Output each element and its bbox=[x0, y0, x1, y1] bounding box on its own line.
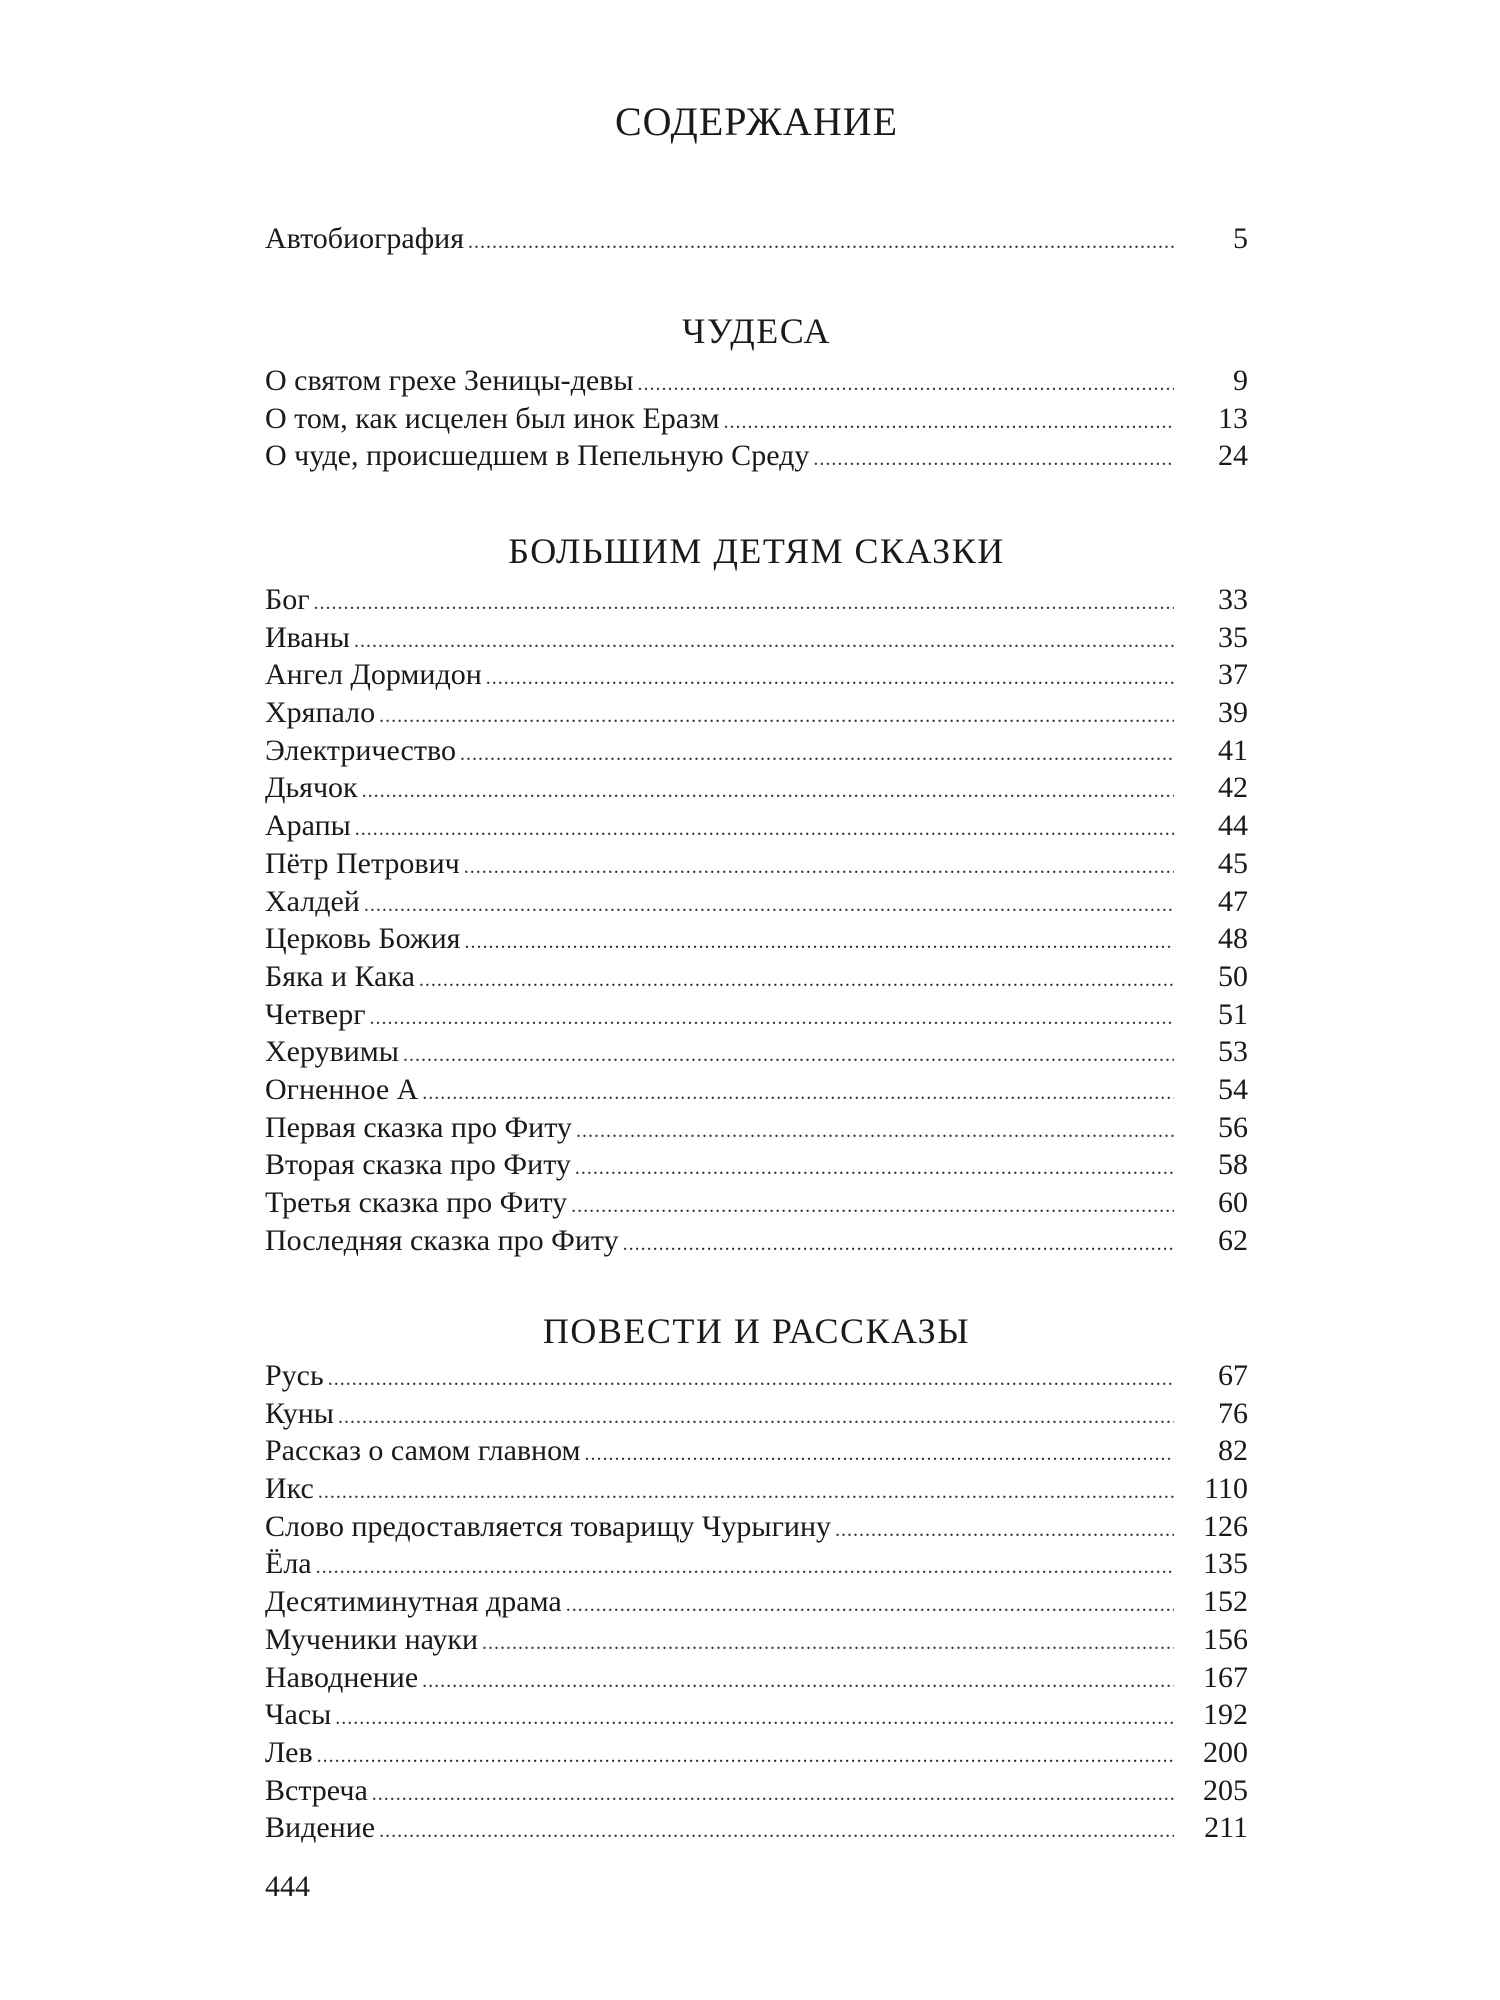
toc-entry-title: Электричество bbox=[265, 733, 456, 767]
toc-entry-title: Десятиминутная драма bbox=[265, 1585, 562, 1619]
dot-leader bbox=[364, 887, 1174, 925]
toc-entry bbox=[265, 1033, 1248, 1071]
dot-leader bbox=[370, 1000, 1174, 1038]
dot-leader bbox=[623, 1226, 1174, 1264]
toc-entry bbox=[265, 619, 1248, 657]
toc-entry bbox=[265, 1184, 1248, 1222]
toc-entry-page: 110 bbox=[1204, 1472, 1248, 1506]
toc-entry-page: 192 bbox=[1203, 1698, 1248, 1732]
toc-entry-title: О святом грехе Зеницы-девы bbox=[265, 364, 634, 397]
dot-leader bbox=[354, 623, 1174, 661]
dot-leader bbox=[379, 1813, 1174, 1851]
toc-entry-page: 48 bbox=[1218, 922, 1248, 956]
toc-entry-page: 67 bbox=[1218, 1359, 1248, 1392]
toc-entry-page: 211 bbox=[1204, 1811, 1248, 1845]
toc-entry-title: Огненное А bbox=[265, 1072, 419, 1106]
toc-entry bbox=[265, 694, 1248, 732]
toc-entry bbox=[265, 920, 1248, 958]
toc-entry bbox=[265, 1146, 1248, 1184]
dot-leader bbox=[482, 1625, 1174, 1663]
toc-entry-page: 126 bbox=[1203, 1509, 1248, 1543]
toc-entry-page: 60 bbox=[1218, 1186, 1248, 1219]
dot-leader bbox=[362, 773, 1174, 811]
toc-entry bbox=[265, 1357, 1248, 1395]
toc-entry bbox=[265, 437, 1248, 475]
toc-entry bbox=[265, 220, 1248, 258]
toc-entry bbox=[265, 656, 1248, 694]
toc-entry-title: Слово предоставляется товарищу Чурыгину bbox=[265, 1509, 832, 1543]
toc-page bbox=[265, 0, 1248, 2000]
dot-leader bbox=[724, 404, 1174, 442]
toc-entry bbox=[265, 732, 1248, 770]
toc-entry-title: Халдей bbox=[265, 884, 360, 918]
toc-entry-title: Мученики науки bbox=[265, 1622, 479, 1656]
dot-leader bbox=[318, 1474, 1174, 1512]
toc-entry bbox=[265, 1109, 1248, 1147]
toc-entry bbox=[265, 807, 1248, 845]
toc-entry-page: 37 bbox=[1218, 658, 1248, 692]
toc-entry-title: Ангел Дормидон bbox=[265, 658, 482, 692]
toc-entry-page: 51 bbox=[1218, 997, 1248, 1031]
toc-entry-title: Последняя сказка про Фиту bbox=[265, 1223, 619, 1257]
toc-entry-page: 76 bbox=[1218, 1396, 1248, 1430]
toc-entry-title: Русь bbox=[265, 1359, 324, 1392]
toc-entry bbox=[265, 1734, 1248, 1772]
toc-entry-title: Видение bbox=[265, 1811, 376, 1845]
toc-entry-page: 53 bbox=[1218, 1035, 1248, 1069]
dot-leader bbox=[419, 962, 1174, 1000]
toc-entry bbox=[265, 362, 1248, 400]
toc-entry-title: Арапы bbox=[265, 809, 351, 843]
toc-entry bbox=[265, 1432, 1248, 1470]
toc-entry-title: Автобиография bbox=[265, 222, 465, 255]
dot-leader bbox=[422, 1663, 1174, 1701]
toc-entry-title: Куны bbox=[265, 1396, 334, 1430]
toc-entry-page: 62 bbox=[1218, 1223, 1248, 1257]
toc-entry-title: О чуде, происшедшем в Пепельную Среду bbox=[265, 439, 810, 473]
toc-entry-page: 156 bbox=[1203, 1622, 1248, 1656]
toc-entry bbox=[265, 958, 1248, 996]
toc-entry bbox=[265, 1395, 1248, 1433]
toc-entry bbox=[265, 1508, 1248, 1546]
toc-entry bbox=[265, 581, 1248, 619]
section-list-miracles bbox=[265, 362, 1248, 475]
toc-entry-title: Церковь Божия bbox=[265, 922, 461, 956]
toc-entry-title: Херувимы bbox=[265, 1035, 399, 1069]
toc-entry bbox=[265, 1545, 1248, 1583]
toc-entry bbox=[265, 1583, 1248, 1621]
toc-entry-page: 58 bbox=[1218, 1148, 1248, 1182]
toc-entry-title: Бяка и Кака bbox=[265, 959, 415, 993]
dot-leader bbox=[338, 1399, 1174, 1437]
toc-entry-title: Первая сказка про Фиту bbox=[265, 1110, 572, 1144]
toc-entry-page: 54 bbox=[1218, 1072, 1248, 1106]
section-heading-stories: ПОВЕСТИ И РАССКАЗЫ bbox=[542, 1311, 971, 1351]
toc-entry-page: 82 bbox=[1218, 1434, 1248, 1468]
toc-entry-page: 24 bbox=[1218, 439, 1248, 473]
section-heading-miracles: ЧУДЕСА bbox=[681, 311, 831, 351]
toc-entry-page: 41 bbox=[1218, 733, 1248, 767]
toc-entry-title: Третья сказка про Фиту bbox=[265, 1186, 568, 1219]
dot-leader bbox=[486, 660, 1174, 698]
toc-entry-page: 200 bbox=[1203, 1735, 1248, 1769]
toc-entry bbox=[265, 996, 1248, 1034]
toc-entry-page: 47 bbox=[1218, 884, 1248, 918]
toc-entry-title: Бог bbox=[265, 583, 310, 616]
dot-leader bbox=[813, 441, 1174, 479]
dot-leader bbox=[355, 811, 1174, 849]
toc-entry bbox=[265, 1071, 1248, 1109]
toc-entry bbox=[265, 1772, 1248, 1810]
toc-entry-title: Вторая сказка про Фиту bbox=[265, 1148, 571, 1182]
toc-entry bbox=[265, 845, 1248, 883]
toc-entry-page: 42 bbox=[1218, 771, 1248, 805]
toc-entry-page: 56 bbox=[1218, 1110, 1248, 1144]
toc-entry-page: 39 bbox=[1218, 696, 1248, 730]
section-list-stories bbox=[265, 1357, 1248, 1847]
toc-entry-title: О том, как исцелен был инок Еразм bbox=[265, 401, 720, 435]
toc-entry-page: 45 bbox=[1218, 846, 1248, 880]
dot-leader bbox=[335, 1700, 1174, 1738]
toc-entry-page: 167 bbox=[1203, 1660, 1248, 1694]
toc-entry bbox=[265, 1222, 1248, 1260]
dot-leader bbox=[576, 1113, 1174, 1151]
dot-leader bbox=[403, 1037, 1174, 1075]
dot-leader bbox=[316, 1549, 1174, 1587]
dot-leader bbox=[464, 924, 1174, 962]
dot-leader bbox=[464, 849, 1174, 887]
toc-entry bbox=[265, 883, 1248, 921]
toc-entry bbox=[265, 1809, 1248, 1847]
toc-entry bbox=[265, 400, 1248, 438]
dot-leader bbox=[585, 1436, 1174, 1474]
toc-entry-title: Ёла bbox=[265, 1547, 312, 1581]
toc-entry-page: 205 bbox=[1203, 1773, 1248, 1807]
toc-entry bbox=[265, 1659, 1248, 1697]
dot-leader bbox=[575, 1150, 1174, 1188]
section-list-tales bbox=[265, 581, 1248, 1259]
toc-entry-page: 135 bbox=[1203, 1547, 1248, 1581]
section-heading-tales: БОЛЬШИМ ДЕТЯМ СКАЗКИ bbox=[508, 531, 1005, 571]
toc-entry bbox=[265, 1696, 1248, 1734]
toc-entry-page: 44 bbox=[1218, 809, 1248, 843]
dot-leader bbox=[460, 736, 1174, 774]
dot-leader bbox=[566, 1587, 1174, 1625]
toc-entry-page: 9 bbox=[1233, 364, 1248, 397]
preface-list bbox=[265, 220, 1248, 258]
toc-entry-page: 13 bbox=[1218, 401, 1248, 435]
toc-entry-title: Наводнение bbox=[265, 1660, 419, 1694]
page-title: СОДЕРЖАНИЕ bbox=[614, 99, 899, 144]
dot-leader bbox=[638, 366, 1174, 404]
toc-entry-title: Рассказ о самом главном bbox=[265, 1434, 581, 1468]
dot-leader bbox=[372, 1776, 1174, 1814]
toc-entry bbox=[265, 769, 1248, 807]
toc-entry-title: Иваны bbox=[265, 620, 350, 654]
toc-entry-page: 152 bbox=[1203, 1585, 1248, 1619]
toc-entry-title: Лев bbox=[265, 1735, 313, 1769]
toc-entry bbox=[265, 1470, 1248, 1508]
dot-leader bbox=[422, 1075, 1174, 1113]
toc-entry-title: Хряпало bbox=[265, 696, 376, 730]
dot-leader bbox=[379, 698, 1174, 736]
toc-entry-title: Пётр Петрович bbox=[265, 846, 460, 880]
dot-leader bbox=[328, 1361, 1174, 1399]
dot-leader bbox=[468, 224, 1174, 262]
dot-leader bbox=[317, 1738, 1174, 1776]
toc-entry-page: 33 bbox=[1218, 583, 1248, 616]
dot-leader bbox=[314, 585, 1174, 623]
dot-leader bbox=[835, 1512, 1174, 1550]
toc-entry-page: 5 bbox=[1233, 222, 1248, 255]
toc-entry-title: Часы bbox=[265, 1698, 332, 1732]
toc-entry-title: Четверг bbox=[265, 997, 366, 1031]
page-number: 444 bbox=[265, 1870, 310, 1903]
toc-entry-title: Икс bbox=[265, 1472, 314, 1506]
toc-entry-page: 35 bbox=[1218, 620, 1248, 654]
toc-entry-title: Дьячок bbox=[265, 771, 358, 805]
toc-entry bbox=[265, 1621, 1248, 1659]
toc-entry-page: 50 bbox=[1218, 959, 1248, 993]
toc-entry-title: Встреча bbox=[265, 1773, 368, 1807]
dot-leader bbox=[571, 1188, 1174, 1226]
